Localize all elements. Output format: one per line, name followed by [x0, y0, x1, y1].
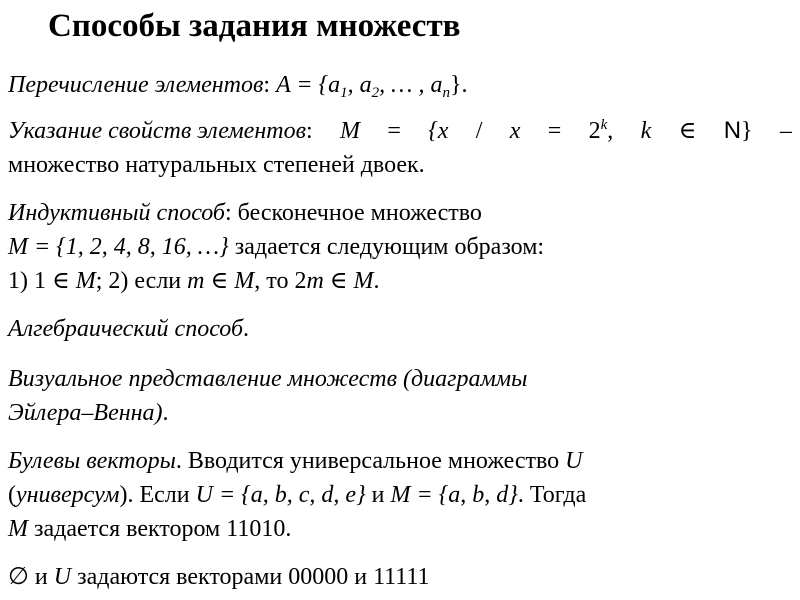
formula-k: k [640, 118, 652, 144]
index-2: 2 [371, 85, 380, 101]
formula-dash: – [779, 118, 792, 144]
empty-set-symbol: ∅ [8, 564, 29, 590]
property-label: Указание свойств элементов [8, 118, 306, 144]
rule-m2: m [306, 268, 324, 294]
set-M: M [390, 482, 411, 508]
formula-close: } [741, 118, 753, 144]
boolean-line-2 [8, 478, 792, 512]
property-line-1 [8, 114, 792, 148]
boolean-line-3 [8, 512, 792, 546]
boolean-vector-text: задается вектором 11010. [28, 516, 292, 542]
index-n: n [442, 85, 450, 101]
enumeration-paragraph [8, 68, 792, 102]
enumeration-colon: : [263, 72, 277, 98]
enumeration-formula-end: }. [449, 72, 468, 98]
rule-in1: ∈ [204, 268, 235, 294]
inductive-line1-rest: : бесконечное множество [225, 200, 482, 226]
slide-title: Способы задания множеств [48, 8, 461, 44]
formula-naturals [724, 114, 753, 148]
formula-M: M [339, 118, 360, 144]
universal-U: U [565, 448, 583, 474]
formula-eq2: = [547, 118, 562, 144]
universal-set-formula: = {a, b, c, d, e} [212, 482, 366, 508]
property-line-2: множество натуральных степеней двоек. [8, 152, 425, 178]
paren-open: ( [8, 482, 16, 508]
index-1: 1 [340, 85, 348, 101]
universal-U-2: U [195, 482, 213, 508]
inductive-line-2 [8, 230, 792, 264]
naturals-symbol: N [723, 117, 742, 144]
algebraic-end: . [243, 316, 250, 342]
boolean-line-1 [8, 444, 792, 478]
enumeration-formula-mid2: , … , a [379, 72, 443, 98]
formula-power [589, 114, 614, 148]
property-paragraph [8, 114, 792, 182]
rule-in2: ∈ [323, 268, 354, 294]
and-text: и [28, 564, 54, 590]
visual-line-1: Визуальное представление множеств (диаграммы [8, 366, 528, 392]
rule-1-text: 1) 1 ∈ [8, 268, 76, 294]
boolean-if: ). Если [119, 482, 196, 508]
visual-euler-venn: Эйлера–Венна) [8, 400, 163, 426]
formula-x: x [509, 118, 521, 144]
inductive-line-1 [8, 196, 792, 230]
universal-U-3: U [53, 564, 72, 590]
property-colon: : [305, 118, 313, 144]
boolean-vectors-paragraph [8, 444, 792, 546]
boolean-line1-text: . Вводится универсальное множество [175, 448, 566, 474]
formula-brace-x: {x [428, 118, 449, 144]
inductive-set-formula: M = {1, 2, 4, 8, 16, …} [8, 234, 229, 260]
formula-exponent: k [600, 117, 608, 133]
universum-word: универсум [16, 482, 120, 508]
visual-paragraph [8, 362, 792, 430]
formula-comma: , [607, 118, 614, 144]
vectors-text: задаются векторами 00000 и 11111 [71, 564, 430, 590]
rule-M1: M [75, 268, 96, 294]
algebraic-paragraph [8, 312, 792, 346]
boolean-then: . Тогда [517, 482, 587, 508]
visual-line-2 [8, 396, 792, 430]
property-label-group [8, 114, 313, 148]
enumeration-formula-a: A = {a [276, 72, 341, 98]
rule-end: . [373, 268, 380, 294]
algebraic-label: Алгебраический способ [8, 316, 244, 342]
formula-base: 2 [588, 118, 601, 144]
boolean-and: и [365, 482, 391, 508]
inductive-label: Индуктивный способ [8, 200, 225, 226]
inductive-paragraph [8, 196, 792, 298]
rule-M2: M [234, 268, 255, 294]
enumeration-formula-mid1: , a [347, 72, 372, 98]
formula-in: ∈ [678, 118, 697, 144]
enumeration-label: Перечисление элементов [8, 72, 264, 98]
boolean-label: Булевы векторы [8, 448, 176, 474]
set-M-2: M [8, 516, 28, 542]
empty-universal-paragraph [8, 560, 792, 594]
set-M-formula: = {a, b, d} [410, 482, 518, 508]
inductive-line-3 [8, 264, 792, 298]
formula-slash: / [475, 118, 483, 144]
formula-eq1: = [387, 118, 401, 144]
rule-2-text: ; 2) если [95, 268, 188, 294]
rule-then: , то 2 [254, 268, 307, 294]
inductive-line2-text: задается следующим образом: [228, 234, 545, 260]
rule-M3: M [353, 268, 374, 294]
visual-end: . [162, 400, 169, 426]
rule-m1: m [187, 268, 205, 294]
